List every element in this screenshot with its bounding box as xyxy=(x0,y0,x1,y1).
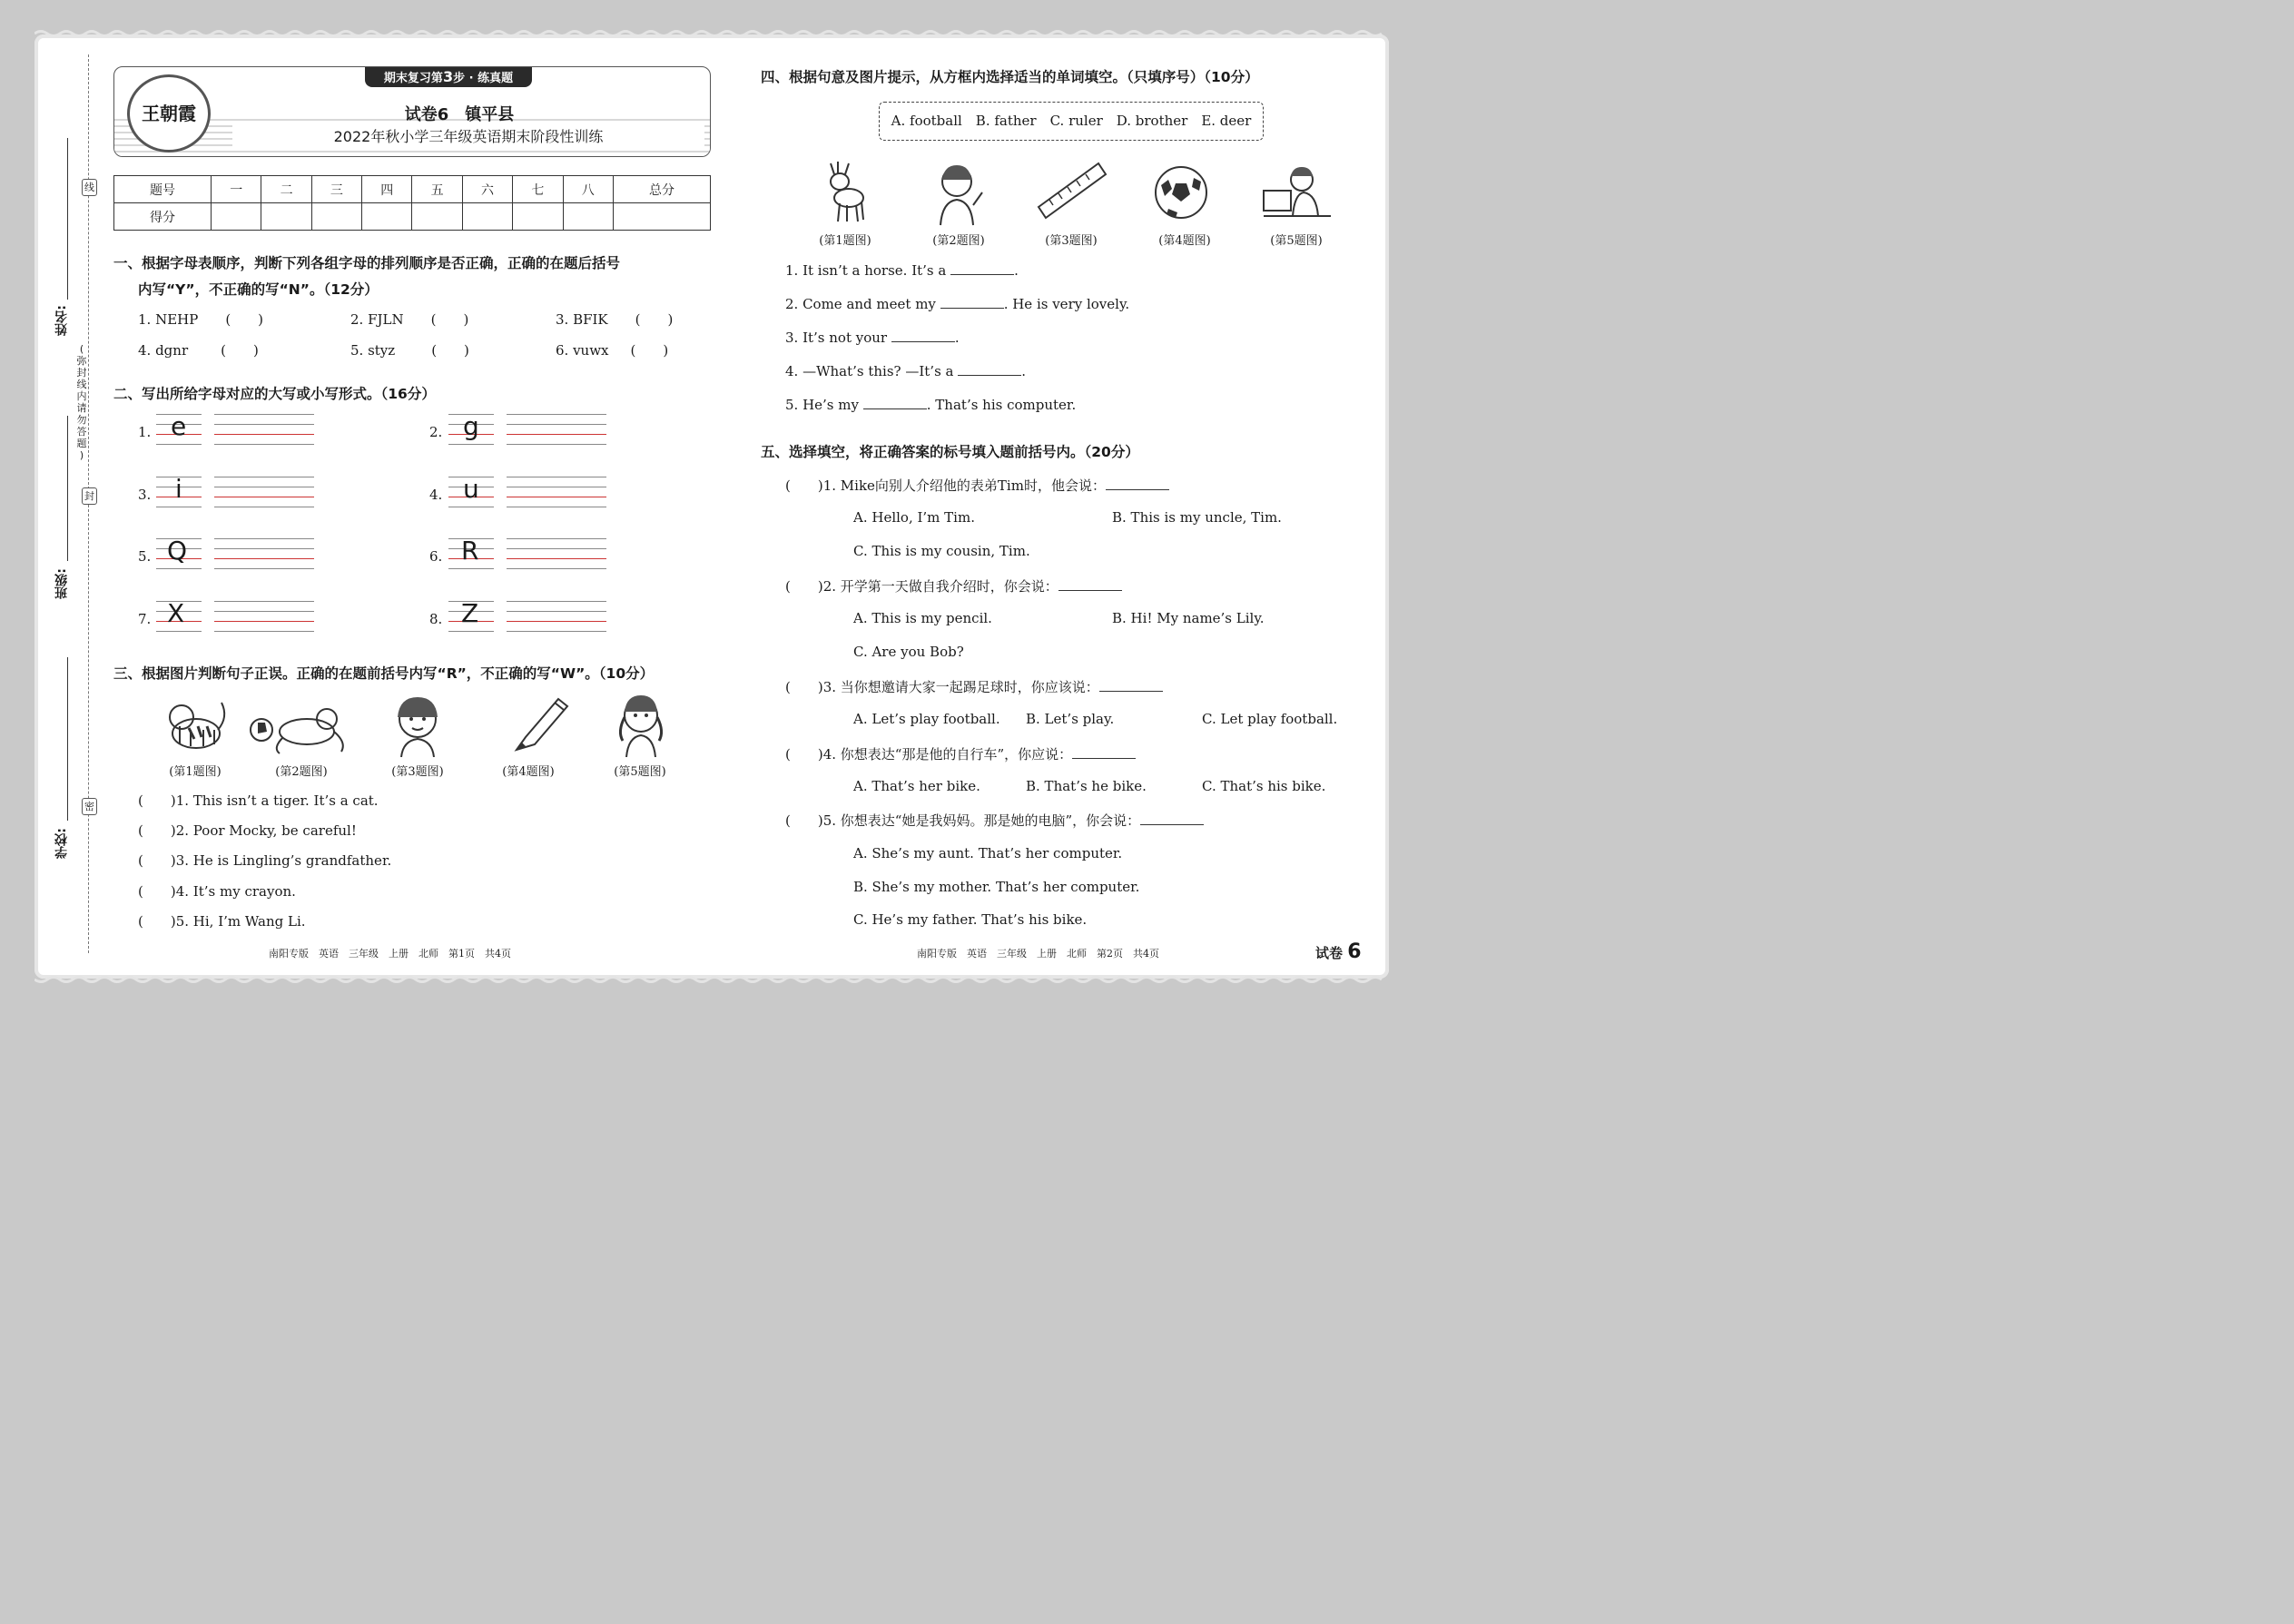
s2-num: 3. xyxy=(138,487,152,503)
s1-item-text: 3. BFIK xyxy=(556,311,608,328)
s4-item-text: 2. Come and meet my xyxy=(785,296,936,312)
s3-item-text: 4. It’s my crayon. xyxy=(175,883,296,900)
s1-answer-paren[interactable]: ( ) xyxy=(221,342,259,359)
s5-blank[interactable] xyxy=(1140,813,1204,825)
s1-item-5 xyxy=(350,340,469,359)
boy-illustration xyxy=(922,160,995,227)
s5-q2-option-b: B. Hi! My name’s Lily. xyxy=(1112,610,1265,626)
s3-item-text: 3. He is Lingling’s grandfather. xyxy=(175,852,392,869)
s5-q4-option-c: C. That’s his bike. xyxy=(1202,778,1326,794)
score-header-row xyxy=(114,176,711,203)
s5-q5-option-c: C. He’s my father. That’s his bike. xyxy=(853,911,1088,928)
s5-question-text: 2. 开学第一天做自我介绍时，你会说： xyxy=(822,578,1058,595)
score-cell[interactable] xyxy=(362,203,412,231)
score-head-cell: 一 xyxy=(212,176,261,203)
s3-answer-paren[interactable]: ( ) xyxy=(138,822,176,839)
s1-item-text: 1. NEHP xyxy=(138,311,199,328)
s2-given-grid xyxy=(448,474,494,507)
section5-title: 五、选择填空，将正确答案的标号填入题前括号内。（20分） xyxy=(761,444,1139,460)
s3-item xyxy=(138,821,357,840)
s2-answer-grid[interactable] xyxy=(214,601,314,632)
s2-given-letter: Z xyxy=(461,598,479,628)
school-label xyxy=(54,828,74,859)
deer-illustration xyxy=(811,158,883,225)
s2-given-grid xyxy=(156,474,202,507)
s5-q2-option-c: C. Are you Bob? xyxy=(853,644,964,660)
s2-given-grid xyxy=(156,411,202,445)
s4-item-text: 3. It’s not your xyxy=(785,330,888,346)
s5-q1-option-a: A. Hello, I’m Tim. xyxy=(853,509,975,526)
s5-q3-option-c: C. Let play football. xyxy=(1202,711,1338,727)
section1-title-line2: 内写“Y”，不正确的写“N”。（12分） xyxy=(138,281,379,298)
s4-blank[interactable] xyxy=(891,330,955,342)
s4-blank[interactable] xyxy=(863,398,927,409)
s5-blank[interactable] xyxy=(1058,579,1122,591)
ruler-illustration xyxy=(1035,160,1109,227)
seal-char-line: 线 xyxy=(82,179,97,196)
class-write-line[interactable] xyxy=(67,416,68,561)
s2-given-letter: i xyxy=(175,474,182,504)
s2-given-grid xyxy=(156,538,202,569)
score-cell[interactable] xyxy=(311,203,361,231)
s3-item xyxy=(138,911,306,930)
s2-answer-grid[interactable] xyxy=(214,477,314,507)
s2-answer-grid[interactable] xyxy=(507,538,606,569)
s3-caption: (第1题图) xyxy=(169,765,222,779)
score-row-label: 得分 xyxy=(114,203,212,231)
s1-answer-paren[interactable]: ( ) xyxy=(431,342,469,359)
s4-item-end: . That’s his computer. xyxy=(926,397,1077,413)
s5-answer-paren[interactable]: ( ) xyxy=(785,746,823,763)
s3-item xyxy=(138,791,379,810)
s4-item xyxy=(785,397,1076,413)
s5-question-2 xyxy=(785,576,1122,595)
s1-item-text: 2. FJLN xyxy=(350,311,404,328)
s5-question-text: 1. Mike向别人介绍他的表弟Tim时，他会说： xyxy=(822,477,1106,494)
score-cell[interactable] xyxy=(212,203,261,231)
paper-header xyxy=(113,66,711,157)
s2-given-letter: X xyxy=(167,598,185,628)
logo-text: 王朝霞 xyxy=(142,103,196,124)
s5-q4-option-a: A. That’s her bike. xyxy=(853,778,980,794)
s4-item-text: 1. It isn’t a horse. It’s a xyxy=(785,262,947,279)
footer-right: 南阳专版 英语 三年级 上册 北师 第2页 共4页 xyxy=(917,948,1159,960)
section4-title: 四、根据句意及图片提示，从方框内选择适当的单词填空。（只填序号）（10分） xyxy=(761,69,1259,85)
score-head-cell: 五 xyxy=(412,176,462,203)
seal-note-open: ( xyxy=(79,343,84,355)
s4-caption: (第4题图) xyxy=(1158,234,1211,248)
s1-answer-paren[interactable]: ( ) xyxy=(225,311,264,328)
s2-given-letter: g xyxy=(463,411,479,441)
score-head-cell: 七 xyxy=(513,176,563,203)
s2-num: 7. xyxy=(138,611,152,627)
s5-question-4 xyxy=(785,744,1136,763)
s5-q1-option-b: B. This is my uncle, Tim. xyxy=(1112,509,1282,526)
s1-item-1 xyxy=(138,310,263,329)
s3-answer-paren[interactable]: ( ) xyxy=(138,792,176,809)
s5-blank[interactable] xyxy=(1106,478,1169,490)
s5-blank[interactable] xyxy=(1099,680,1163,692)
tag-prefix: 试卷 xyxy=(1315,945,1344,961)
name-write-line[interactable] xyxy=(67,138,68,300)
s5-blank[interactable] xyxy=(1072,747,1136,759)
s2-num: 2. xyxy=(429,424,443,440)
s5-question-text: 4. 你想表达“那是他的自行车”，你应说： xyxy=(822,746,1073,763)
s3-caption: (第2题图) xyxy=(275,765,328,779)
s2-answer-grid[interactable] xyxy=(507,414,606,445)
score-head-cell: 四 xyxy=(362,176,412,203)
s4-caption: (第1题图) xyxy=(819,234,871,248)
s5-answer-paren[interactable]: ( ) xyxy=(785,812,823,829)
s2-given-grid xyxy=(156,598,202,632)
s4-item-end: . He is very lovely. xyxy=(1003,296,1130,312)
step-banner xyxy=(365,67,532,87)
s4-item xyxy=(785,262,1019,279)
girl-illustration xyxy=(381,690,454,757)
s5-question-1 xyxy=(785,476,1169,495)
s5-q3-option-b: B. Let’s play. xyxy=(1026,711,1115,727)
s2-num: 4. xyxy=(429,487,443,503)
score-cell[interactable] xyxy=(613,203,710,231)
s1-answer-paren[interactable]: ( ) xyxy=(630,342,669,359)
s1-answer-paren[interactable]: ( ) xyxy=(430,311,469,328)
s4-item-end: . xyxy=(1021,363,1027,379)
s2-num: 5. xyxy=(138,548,152,565)
s1-item-4 xyxy=(138,340,259,359)
seal-char-secret: 密 xyxy=(82,798,97,815)
s4-caption: (第3题图) xyxy=(1045,234,1098,248)
s3-item xyxy=(138,881,296,901)
word-bank-box: A. football B. father C. ruler D. brother E. deer xyxy=(879,102,1264,141)
s2-num: 8. xyxy=(429,611,443,627)
s5-question-5 xyxy=(785,811,1204,830)
s2-answer-grid[interactable] xyxy=(214,538,314,569)
score-table xyxy=(113,175,711,231)
name-label-text: 姓名: xyxy=(54,305,69,336)
s3-answer-paren[interactable]: ( ) xyxy=(138,883,176,900)
s3-caption: (第5题图) xyxy=(614,765,666,779)
s1-item-text: 5. styz xyxy=(350,342,396,359)
score-cell[interactable] xyxy=(261,203,311,231)
s2-given-grid xyxy=(448,598,494,632)
s2-answer-grid[interactable] xyxy=(214,414,314,445)
s2-given-letter: Q xyxy=(167,536,188,566)
s2-given-grid xyxy=(448,411,494,445)
s3-answer-paren[interactable]: ( ) xyxy=(138,913,176,930)
s1-item-text: 6. vuwx xyxy=(556,342,609,359)
s2-num: 6. xyxy=(429,548,443,565)
score-head-cell: 六 xyxy=(462,176,512,203)
score-head-cell: 题号 xyxy=(114,176,212,203)
school-label-text: 学校: xyxy=(54,828,69,859)
s3-caption: (第3题图) xyxy=(391,765,444,779)
banner-suffix: 步 · 练真题 xyxy=(453,72,514,85)
girl-braids-illustration xyxy=(605,690,677,757)
s3-caption: (第4题图) xyxy=(502,765,555,779)
school-write-line[interactable] xyxy=(67,657,68,821)
s2-answer-grid[interactable] xyxy=(507,601,606,632)
seal-note xyxy=(75,343,88,461)
s5-answer-paren[interactable]: ( ) xyxy=(785,679,823,695)
paper-subtitle: 2022年秋小学三年级英语期末阶段性训练 xyxy=(232,125,704,146)
s1-item-3 xyxy=(556,310,673,329)
s3-answer-paren[interactable]: ( ) xyxy=(138,852,176,869)
publisher-logo xyxy=(127,74,211,153)
s1-item-6 xyxy=(556,340,668,359)
tag-number: 6 xyxy=(1347,940,1362,963)
s5-q1-option-c: C. This is my cousin, Tim. xyxy=(853,543,1030,559)
s3-item xyxy=(138,851,391,870)
score-head-cell: 三 xyxy=(311,176,361,203)
s3-item-text: 1. This isn’t a tiger. It’s a cat. xyxy=(175,792,379,809)
paper-number-tag xyxy=(1315,940,1362,963)
class-label xyxy=(54,568,74,599)
score-head-cell: 总分 xyxy=(613,176,710,203)
s5-question-text: 3. 当你想邀请大家一起踢足球时，你应该说： xyxy=(822,679,1099,695)
seal-note-close: ) xyxy=(79,449,84,461)
banner-prefix: 期末复习第 xyxy=(383,72,443,85)
s5-question-text: 5. 你想表达“她是我妈妈。那是她的电脑”，你会说： xyxy=(822,812,1141,829)
monkey-football-illustration xyxy=(247,692,354,759)
seal-note-text: 弥封线内请勿答题 xyxy=(76,355,87,449)
s5-q5-option-a: A. She’s my aunt. That’s her computer. xyxy=(853,845,1123,861)
s2-given-grid xyxy=(448,538,494,569)
s4-blank[interactable] xyxy=(940,297,1004,309)
s1-item-2 xyxy=(350,310,468,329)
score-cell[interactable] xyxy=(462,203,512,231)
s4-caption: (第5题图) xyxy=(1270,234,1323,248)
score-value-row xyxy=(114,203,711,231)
s4-item xyxy=(785,296,1129,312)
s2-num: 1. xyxy=(138,424,152,440)
s5-q5-option-b: B. She’s my mother. That’s her computer. xyxy=(853,879,1140,895)
s2-given-letter: u xyxy=(463,474,479,504)
s5-q4-option-b: B. That’s he bike. xyxy=(1026,778,1147,794)
s4-item-end: . xyxy=(1014,262,1019,279)
name-label xyxy=(54,305,74,336)
footer-left: 南阳专版 英语 三年级 上册 北师 第1页 共4页 xyxy=(269,948,511,960)
seal-char-seal: 封 xyxy=(82,487,97,505)
class-label-text: 班级: xyxy=(54,568,69,599)
s4-blank[interactable] xyxy=(958,364,1021,376)
s4-caption: (第2题图) xyxy=(932,234,985,248)
paper-edge-bottom xyxy=(34,975,1389,984)
football-illustration xyxy=(1148,160,1221,227)
section2-title: 二、写出所给字母对应的大写或小写形式。（16分） xyxy=(113,386,436,402)
s4-blank[interactable] xyxy=(950,263,1014,275)
score-head-cell: 二 xyxy=(261,176,311,203)
s4-item xyxy=(785,363,1026,379)
s2-given-letter: R xyxy=(461,536,479,566)
tiger-illustration xyxy=(162,690,234,757)
score-cell[interactable] xyxy=(513,203,563,231)
s5-question-3 xyxy=(785,677,1163,696)
paper-title: 试卷6 镇平县 xyxy=(404,105,515,124)
s5-answer-paren[interactable]: ( ) xyxy=(785,477,823,494)
pencil-illustration xyxy=(504,690,576,757)
s2-given-letter: e xyxy=(171,411,187,441)
section1-title-line1: 一、根据字母表顺序，判断下列各组字母的排列顺序是否正确，正确的在题后括号 xyxy=(113,255,621,271)
s3-item-text: 2. Poor Mocky, be careful! xyxy=(175,822,357,839)
s4-item-text: 5. He’s my xyxy=(785,397,859,413)
s5-q2-option-a: A. This is my pencil. xyxy=(853,610,992,626)
banner-num: 3 xyxy=(442,68,454,85)
score-head-cell: 八 xyxy=(563,176,613,203)
s2-answer-grid[interactable] xyxy=(507,477,606,507)
s4-item xyxy=(785,330,960,346)
s4-item-text: 4. —What’s this? —It’s a xyxy=(785,363,954,379)
man-computer-illustration xyxy=(1260,160,1333,227)
s1-answer-paren[interactable]: ( ) xyxy=(635,311,674,328)
s5-q3-option-a: A. Let’s play football. xyxy=(853,711,1000,727)
score-cell[interactable] xyxy=(412,203,462,231)
section3-title: 三、根据图片判断句子正误。正确的在题前括号内写“R”，不正确的写“W”。（10分） xyxy=(113,665,655,682)
score-cell[interactable] xyxy=(563,203,613,231)
s3-item-text: 5. Hi, I’m Wang Li. xyxy=(175,913,306,930)
s4-item-end: . xyxy=(954,330,960,346)
s5-answer-paren[interactable]: ( ) xyxy=(785,578,823,595)
s1-item-text: 4. dgnr xyxy=(138,342,189,359)
